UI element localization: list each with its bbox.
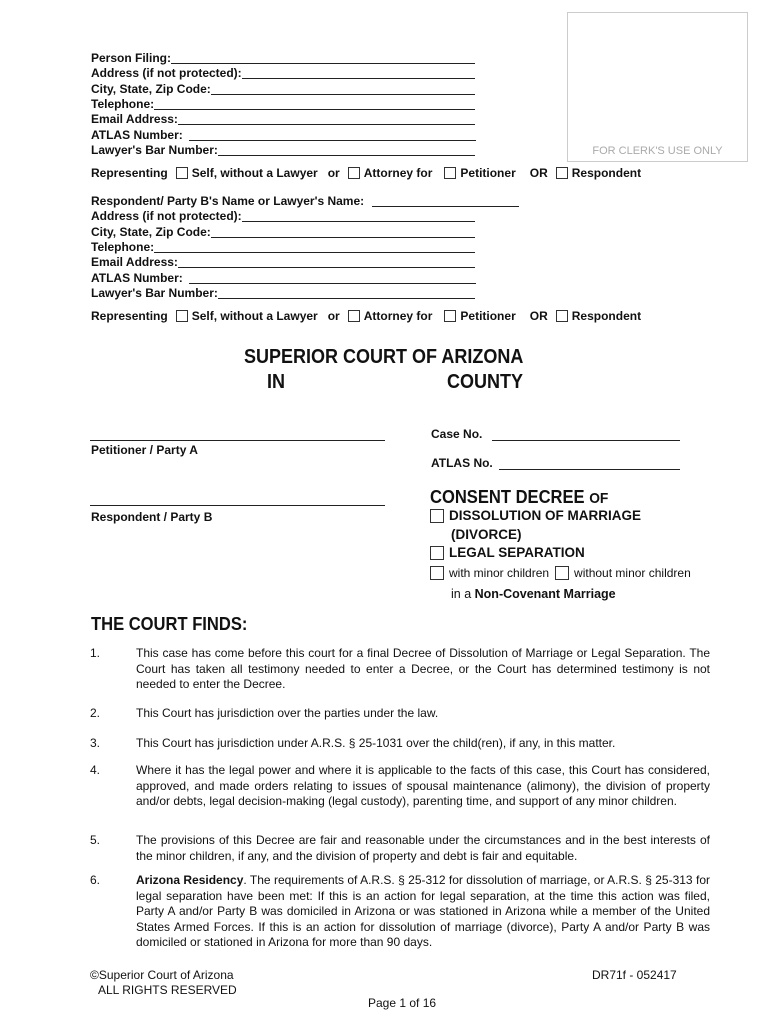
finding-item [90,736,710,752]
respondent-label: Respondent / Party B [91,510,213,524]
resp-bar-field[interactable] [91,286,475,301]
field-label: Lawyer's Bar Number: [91,143,218,157]
field-line[interactable] [211,82,475,95]
or-label: OR [529,166,548,180]
field-line[interactable] [171,51,475,64]
field-label: Person Filing: [91,51,172,65]
decree-title-text: CONSENT DECREE [430,487,585,507]
attorney-checkbox[interactable] [348,167,360,179]
item-text: This Court has jurisdiction under A.R.S. § 25-1031 over the child(ren), if any, in this matter. [136,736,616,750]
item-number: 5. [90,833,101,847]
dissolution-option [430,508,641,523]
filer-telephone-field[interactable] [91,97,475,112]
field-line[interactable] [178,112,475,125]
field-line[interactable] [154,97,475,110]
field-line[interactable] [242,209,475,222]
dissolution-label: DISSOLUTION OF MARRIAGE [449,508,641,523]
without-children-label: without minor children [574,566,691,580]
footer-rights: ALL RIGHTS RESERVED [98,983,237,997]
with-children-label: with minor children [449,566,550,580]
item-number: 1. [90,646,101,660]
field-label: ATLAS Number: [91,271,183,285]
item-text: The provisions of this Decree are fair and reasonable under the circumstances and in the best interests of the minor children, if any, and the division of property and debt is fair and equitable. [136,833,710,863]
decree-of: OF [589,490,609,507]
footer-copyright: ©Superior Court of Arizona [90,968,234,982]
court-in: IN [267,371,285,393]
item-number: 4. [90,763,101,777]
or-label: or [327,309,340,323]
divorce-label: (DIVORCE) [451,527,522,542]
item-text: This case has come before this court for a final Decree of Dissolution of Marriage or Legal Separation. The Court has taken all testimony needed to enter a Decree, or the Court has determined testimony is not needed to enter the Decree. [136,646,710,691]
court-county: COUNTY [447,371,524,393]
field-line[interactable] [218,143,475,156]
field-line[interactable] [189,271,476,284]
noncovenant-label: Non-Covenant Marriage [474,587,616,601]
petitioner-label: Petitioner [460,309,516,323]
item-text [136,873,710,951]
children-options [430,566,691,580]
respondent-checkbox[interactable] [556,310,568,322]
field-label: City, State, Zip Code: [91,225,211,239]
finding-item [90,763,710,810]
item-text: This Court has jurisdiction over the parties under the law. [136,706,439,720]
dissolution-checkbox[interactable] [430,509,444,523]
petitioner-label: Petitioner [460,166,516,180]
decree-title [430,487,608,508]
field-label: Email Address: [91,255,178,269]
clerk-use-box [567,12,748,162]
field-line[interactable] [189,128,476,141]
case-no-label: Case No. [431,427,483,441]
field-line[interactable] [178,255,475,268]
in-a-label: in a [451,587,472,601]
legal-sep-label: LEGAL SEPARATION [449,545,585,560]
finding-item [90,833,710,864]
respondent-label: Respondent [571,166,642,180]
legal-sep-checkbox[interactable] [430,546,444,560]
noncovenant-line [451,587,616,601]
or-label: OR [529,309,548,323]
respondent-checkbox[interactable] [556,167,568,179]
item-number: 2. [90,706,101,720]
field-label: City, State, Zip Code: [91,82,211,96]
petitioner-label: Petitioner / Party A [91,443,198,457]
with-children-checkbox[interactable] [430,566,444,580]
filer-address-field[interactable] [91,66,475,81]
petitioner-checkbox[interactable] [444,310,456,322]
self-checkbox[interactable] [176,310,188,322]
finding-item [90,646,710,693]
field-line[interactable] [211,225,475,238]
field-label: Lawyer's Bar Number: [91,286,218,300]
self-checkbox[interactable] [176,167,188,179]
attorney-label: Attorney for [363,309,433,323]
item-number: 6. [90,873,101,887]
item-number: 3. [90,736,101,750]
field-label: Telephone: [91,240,155,254]
filer-atlas-field[interactable] [91,128,476,143]
field-label: ATLAS Number: [91,128,183,142]
representing-label: Representing [91,166,168,180]
attorney-label: Attorney for [363,166,433,180]
resp-atlas-field[interactable] [91,271,476,286]
filer-person-field[interactable] [91,51,475,66]
finding-item [90,706,710,722]
resp-address-field[interactable] [91,209,475,224]
filer-representing [91,166,641,180]
field-label: Address (if not protected): [91,66,242,80]
attorney-checkbox[interactable] [348,310,360,322]
page-number: Page 1 of 16 [368,996,437,1010]
footer-form-code: DR71f - 052417 [592,968,677,982]
or-label: or [327,166,340,180]
without-children-checkbox[interactable] [555,566,569,580]
filer-email-field[interactable] [91,112,475,127]
petitioner-line[interactable] [90,428,385,441]
field-line[interactable] [218,286,475,299]
legal-sep-option [430,545,585,560]
representing-label: Representing [91,309,168,323]
respondent-line[interactable] [90,493,385,506]
clerk-use-label: FOR CLERK'S USE ONLY [592,145,723,157]
resp-email-field[interactable] [91,255,475,270]
petitioner-checkbox[interactable] [444,167,456,179]
resp-city-field[interactable] [91,225,475,240]
self-label: Self, without a Lawyer [191,166,318,180]
respondent-label: Respondent [571,309,642,323]
findings-heading: THE COURT FINDS: [91,614,248,634]
field-line[interactable] [242,66,475,79]
respondent-name-field[interactable] [91,194,519,209]
item-bold: Arizona Residency [136,873,244,887]
field-line[interactable] [372,194,519,207]
case-no-line[interactable] [492,428,680,441]
atlas-no-line[interactable] [499,457,680,470]
item-text: Where it has the legal power and where it is applicable to the facts of this case, this Court has considered, approved, and made orders relating to issues of spousal maintenance (alimony), the division of property and/or debts, legal decision-making (legal custody), parenting time, and support of any minor children. [136,763,710,808]
filer-city-field[interactable] [91,82,475,97]
field-label: Email Address: [91,112,178,126]
self-label: Self, without a Lawyer [191,309,318,323]
resp-telephone-field[interactable] [91,240,475,255]
finding-item [90,873,710,951]
field-label: Address (if not protected): [91,209,242,223]
item-text-rest: . The requirements of A.R.S. § 25-312 for dissolution of marriage, or A.R.S. § 25-313 for legal separation have been met: If this is an action for legal separation, at the time this action was filed, Party A and/or Party B was domiciled in Arizona or was stationed in Arizona while a member of the United States Armed Forces. If this is an action for dissolution of marriage (divorce), Party A and/or Party B was domiciled or stationed in Arizona for more than 90 days. [136,873,710,949]
filer-bar-field[interactable] [91,143,475,158]
atlas-no-label: ATLAS No. [431,456,493,470]
court-title: SUPERIOR COURT OF ARIZONA [244,346,524,368]
respondent-representing [91,309,641,323]
field-label: Telephone: [91,97,155,111]
field-label: Respondent/ Party B's Name or Lawyer's Name: [91,194,365,208]
field-line[interactable] [154,240,475,253]
